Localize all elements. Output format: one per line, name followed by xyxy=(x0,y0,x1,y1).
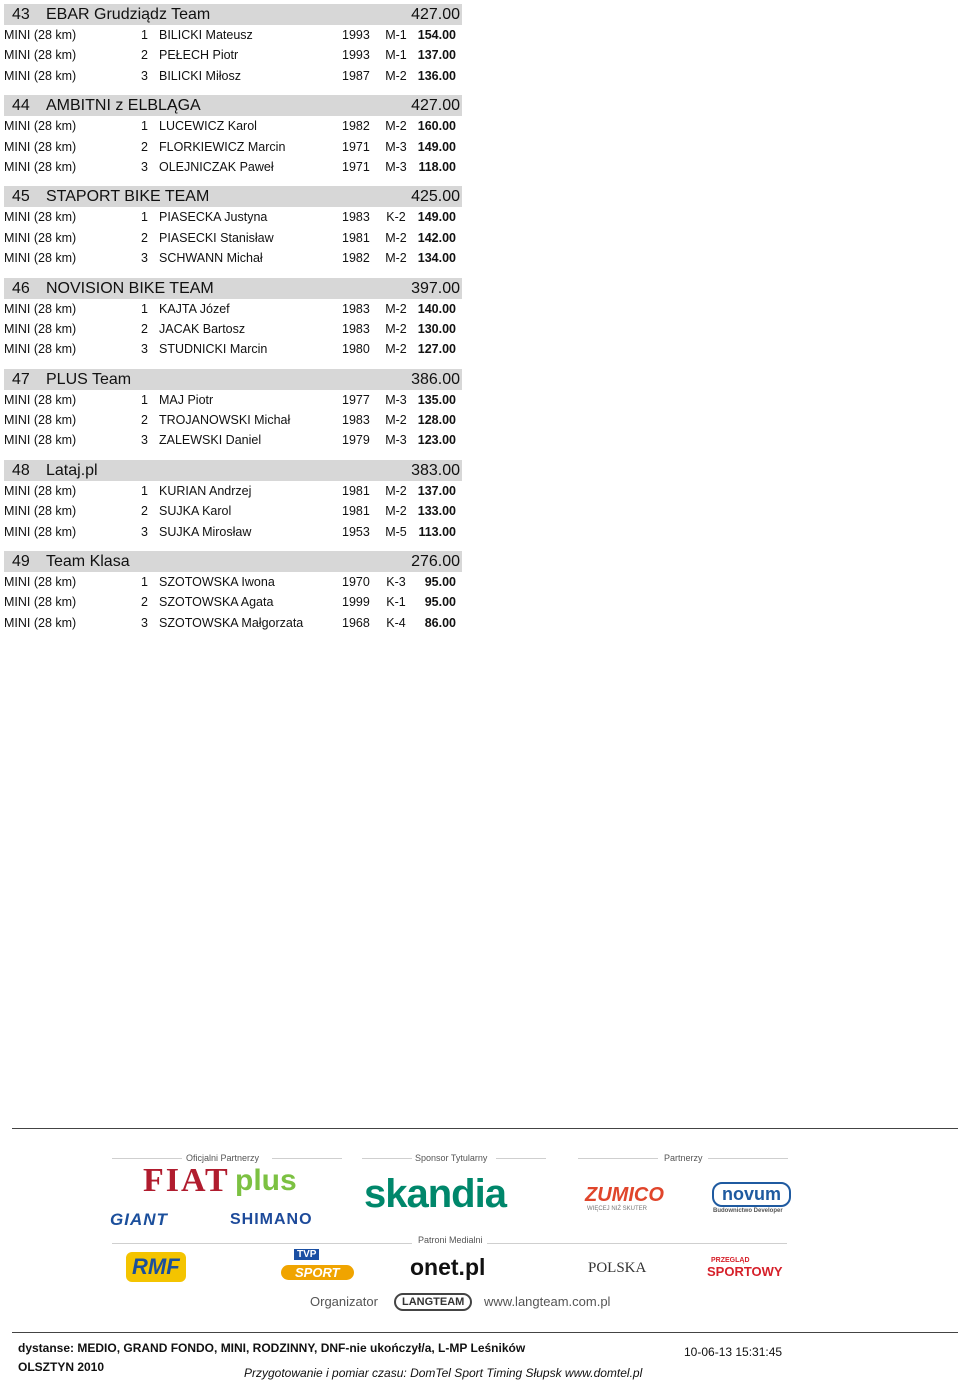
rider-birth-year: 1983 xyxy=(342,321,370,336)
rider-row xyxy=(0,501,470,521)
rider-class: K-2 xyxy=(386,210,406,225)
team-name: STAPORT BIKE TEAM xyxy=(46,188,210,206)
divider xyxy=(112,1243,412,1244)
divider xyxy=(487,1243,787,1244)
team-block xyxy=(0,369,470,451)
rider-category: MINI (28 km) xyxy=(4,301,77,316)
rider-name: SUJKA Karol xyxy=(159,504,232,519)
skandia-logo: skandia xyxy=(364,1172,506,1216)
rider-points: 133.00 xyxy=(417,504,456,519)
rider-row xyxy=(0,45,470,65)
rider-points: 136.00 xyxy=(417,68,456,83)
rider-position: 3 xyxy=(141,433,148,448)
team-points: 425.00 xyxy=(411,188,460,206)
team-number: 46 xyxy=(12,279,30,297)
rider-position: 3 xyxy=(141,251,148,266)
team-points: 427.00 xyxy=(411,97,460,115)
rider-position: 3 xyxy=(141,342,148,357)
rider-birth-year: 1953 xyxy=(342,524,370,539)
organizer-url: www.langteam.com.pl xyxy=(484,1294,611,1309)
team-header xyxy=(4,95,462,116)
team-header xyxy=(4,460,462,481)
rider-class: K-4 xyxy=(386,615,406,630)
rider-position: 2 xyxy=(141,595,148,610)
rider-row xyxy=(0,430,470,450)
rider-birth-year: 1993 xyxy=(342,48,370,63)
rider-birth-year: 1981 xyxy=(342,504,370,519)
rider-row xyxy=(0,481,470,501)
team-number: 45 xyxy=(12,188,30,206)
team-points: 397.00 xyxy=(411,279,460,297)
organizer-label: Organizator xyxy=(310,1294,378,1309)
rider-name: MAJ Piotr xyxy=(159,392,214,407)
rider-points: 123.00 xyxy=(417,433,456,448)
tvp-logo: TVP xyxy=(294,1249,319,1260)
rider-points: 134.00 xyxy=(417,251,456,266)
rider-category: MINI (28 km) xyxy=(4,342,77,357)
rider-birth-year: 1970 xyxy=(342,575,370,590)
novum-logo: novum xyxy=(712,1182,791,1207)
rider-row xyxy=(0,522,470,542)
team-points: 276.00 xyxy=(411,553,460,571)
rider-name: BILICKI Mateusz xyxy=(159,28,253,42)
rider-points: 149.00 xyxy=(417,210,456,225)
rider-row xyxy=(0,613,470,633)
rider-name: KURIAN Andrzej xyxy=(159,483,252,498)
rider-position: 1 xyxy=(141,210,148,225)
rider-birth-year: 1979 xyxy=(342,433,370,448)
rider-row xyxy=(0,137,470,157)
rider-points: 118.00 xyxy=(418,159,456,174)
rider-row xyxy=(0,410,470,430)
rider-category: MINI (28 km) xyxy=(4,392,77,407)
rider-points: 113.00 xyxy=(418,524,456,539)
rider-name: PIASECKA Justyna xyxy=(159,210,268,225)
team-number: 47 xyxy=(12,370,30,388)
rider-row xyxy=(0,66,470,86)
rider-row xyxy=(0,299,470,319)
rider-name: OLEJNICZAK Paweł xyxy=(159,159,274,174)
rider-name: ZALEWSKI Daniel xyxy=(159,433,262,448)
rider-birth-year: 1977 xyxy=(342,392,370,407)
rider-points: 140.00 xyxy=(417,301,456,316)
rider-class: M-2 xyxy=(385,301,407,316)
polska-logo: POLSKA xyxy=(588,1260,647,1276)
team-points: 427.00 xyxy=(411,6,460,23)
rider-category: MINI (28 km) xyxy=(4,139,77,154)
rider-points: 142.00 xyxy=(417,230,456,245)
divider xyxy=(578,1158,658,1159)
rider-category: MINI (28 km) xyxy=(4,159,77,174)
rider-row xyxy=(0,207,470,227)
team-number: 43 xyxy=(12,6,30,23)
giant-logo: GIANT xyxy=(110,1210,168,1229)
rider-class: M-2 xyxy=(385,251,407,266)
rider-position: 2 xyxy=(141,321,148,336)
rider-birth-year: 1983 xyxy=(342,413,370,428)
team-name: AMBITNI z ELBLĄGA xyxy=(46,97,201,115)
rider-category: MINI (28 km) xyxy=(4,119,77,134)
team-name: NOVISION BIKE TEAM xyxy=(46,279,214,297)
rider-points: 160.00 xyxy=(417,119,456,134)
partners-label: Partnerzy xyxy=(664,1153,703,1163)
rider-position: 2 xyxy=(141,413,148,428)
rider-row xyxy=(0,592,470,612)
rider-class: M-2 xyxy=(385,342,407,357)
rider-position: 1 xyxy=(141,483,148,498)
team-number: 49 xyxy=(12,553,30,571)
team-header xyxy=(4,4,462,25)
rider-name: SUJKA Mirosław xyxy=(159,524,252,539)
rider-name: SZOTOWSKA Iwona xyxy=(159,575,275,590)
rider-name: JACAK Bartosz xyxy=(159,321,246,336)
team-name: PLUS Team xyxy=(46,370,132,388)
rider-name: SZOTOWSKA Małgorzata xyxy=(159,615,304,630)
rider-class: M-2 xyxy=(385,230,407,245)
footer-credit: Przygotowanie i pomiar czasu: DomTel Sport Timing Słupsk www.domtel.pl xyxy=(244,1366,643,1380)
rider-category: MINI (28 km) xyxy=(4,413,77,428)
rider-birth-year: 1999 xyxy=(342,595,370,610)
rider-category: MINI (28 km) xyxy=(4,48,77,63)
rider-position: 3 xyxy=(141,524,148,539)
rider-birth-year: 1971 xyxy=(342,159,370,174)
team-results xyxy=(0,4,470,642)
rider-category: MINI (28 km) xyxy=(4,504,77,519)
rider-category: MINI (28 km) xyxy=(4,615,77,630)
team-block xyxy=(0,278,470,360)
team-header xyxy=(4,186,462,207)
tvp-sport-logo: SPORT xyxy=(281,1265,354,1280)
rider-class: M-3 xyxy=(385,433,407,448)
rider-category: MINI (28 km) xyxy=(4,433,77,448)
team-number: 44 xyxy=(12,97,30,115)
divider xyxy=(272,1158,342,1159)
rider-class: M-2 xyxy=(385,504,407,519)
rider-class: M-5 xyxy=(385,524,407,539)
rider-name: TROJANOWSKI Michał xyxy=(159,413,291,428)
rider-name: PIASECKI Stanisław xyxy=(159,230,274,245)
rider-row xyxy=(0,157,470,177)
divider xyxy=(708,1158,788,1159)
rider-position: 2 xyxy=(141,230,148,245)
langteam-logo: LANGTEAM xyxy=(394,1293,472,1311)
fiat-logo: FIAT xyxy=(143,1162,230,1199)
divider xyxy=(12,1332,958,1333)
rider-category: MINI (28 km) xyxy=(4,68,77,83)
rider-points: 154.00 xyxy=(417,28,456,42)
rider-position: 2 xyxy=(141,48,148,63)
rider-category: MINI (28 km) xyxy=(4,28,77,42)
footer-event: OLSZTYN 2010 xyxy=(18,1360,105,1374)
footer-distances: dystanse: MEDIO, GRAND FONDO, MINI, RODZINNY, DNF-nie ukończył/a, L-MP Leśników xyxy=(18,1341,526,1355)
rider-points: 135.00 xyxy=(417,392,456,407)
rider-name: FLORKIEWICZ Marcin xyxy=(159,139,286,154)
rider-category: MINI (28 km) xyxy=(4,321,77,336)
official-partners-label: Oficjalni Partnerzy xyxy=(186,1153,260,1163)
rider-birth-year: 1980 xyxy=(342,342,370,357)
rider-points: 149.00 xyxy=(417,139,456,154)
divider xyxy=(112,1158,182,1159)
team-number: 48 xyxy=(12,461,30,479)
team-block xyxy=(0,551,470,633)
plus-logo: plus xyxy=(235,1164,297,1197)
rider-row xyxy=(0,116,470,136)
onet-logo: onet.pl xyxy=(410,1254,486,1280)
novum-tagline: Budownictwo Developer xyxy=(713,1208,783,1214)
rider-birth-year: 1971 xyxy=(342,139,370,154)
rider-name: SCHWANN Michał xyxy=(159,251,263,266)
rider-category: MINI (28 km) xyxy=(4,483,77,498)
team-header xyxy=(4,551,462,572)
rider-position: 3 xyxy=(141,615,148,630)
rider-position: 1 xyxy=(141,392,148,407)
przeglad-logo: PRZEGLĄD xyxy=(711,1257,750,1264)
rider-class: M-2 xyxy=(385,119,407,134)
rider-birth-year: 1987 xyxy=(342,68,370,83)
rider-class: M-2 xyxy=(385,413,407,428)
rider-position: 3 xyxy=(141,159,148,174)
rider-class: K-1 xyxy=(386,595,406,610)
team-block xyxy=(0,460,470,542)
rider-birth-year: 1982 xyxy=(342,119,370,134)
rider-category: MINI (28 km) xyxy=(4,524,77,539)
team-header xyxy=(4,278,462,299)
rider-name: PEŁECH Piotr xyxy=(159,48,239,63)
rmf-logo: RMF xyxy=(126,1252,186,1282)
rider-row xyxy=(0,319,470,339)
rider-name: STUDNICKI Marcin xyxy=(159,342,268,357)
rider-category: MINI (28 km) xyxy=(4,575,77,590)
rider-class: M-3 xyxy=(385,139,407,154)
rider-row xyxy=(0,572,470,592)
team-name: EBAR Grudziądz Team xyxy=(46,6,211,23)
divider xyxy=(12,1128,958,1129)
rider-birth-year: 1993 xyxy=(342,28,370,42)
rider-birth-year: 1983 xyxy=(342,301,370,316)
shimano-logo: SHIMANO xyxy=(230,1211,313,1228)
rider-points: 95.00 xyxy=(424,575,456,590)
rider-name: LUCEWICZ Karol xyxy=(159,119,257,134)
rider-points: 137.00 xyxy=(417,483,456,498)
rider-points: 137.00 xyxy=(417,48,456,63)
rider-points: 95.00 xyxy=(424,595,456,610)
rider-points: 127.00 xyxy=(417,342,456,357)
sportowy-logo: SPORTOWY xyxy=(707,1264,783,1279)
rider-birth-year: 1981 xyxy=(342,483,370,498)
footer-timestamp: 10-06-13 15:31:45 xyxy=(684,1345,783,1359)
rider-birth-year: 1981 xyxy=(342,230,370,245)
footer xyxy=(0,1330,960,1381)
media-patrons-label: Patroni Medialni xyxy=(418,1235,483,1245)
team-block xyxy=(0,95,470,177)
team-header xyxy=(4,369,462,390)
rider-position: 1 xyxy=(141,575,148,590)
rider-class: M-2 xyxy=(385,321,407,336)
rider-row xyxy=(0,339,470,359)
rider-class: M-3 xyxy=(385,392,407,407)
team-block xyxy=(0,186,470,268)
rider-position: 3 xyxy=(141,68,148,83)
team-block xyxy=(0,4,470,86)
rider-row xyxy=(0,248,470,268)
rider-birth-year: 1983 xyxy=(342,210,370,225)
rider-row xyxy=(0,228,470,248)
rider-position: 1 xyxy=(141,119,148,134)
rider-class: M-3 xyxy=(385,159,407,174)
rider-category: MINI (28 km) xyxy=(4,595,77,610)
rider-class: M-1 xyxy=(385,28,407,42)
zumico-logo: ZUMICO xyxy=(585,1184,664,1206)
title-sponsor-label: Sponsor Tytularny xyxy=(415,1153,488,1163)
team-name: Lataj.pl xyxy=(46,461,98,479)
team-name: Team Klasa xyxy=(46,553,130,571)
rider-birth-year: 1968 xyxy=(342,615,370,630)
team-points: 386.00 xyxy=(411,370,460,388)
rider-category: MINI (28 km) xyxy=(4,210,77,225)
rider-row xyxy=(0,390,470,410)
rider-points: 128.00 xyxy=(417,413,456,428)
rider-position: 2 xyxy=(141,139,148,154)
team-points: 383.00 xyxy=(411,461,460,479)
zumico-tagline: WIĘCEJ NIŻ SKUTER xyxy=(587,1206,648,1212)
rider-row xyxy=(0,25,470,45)
rider-class: K-3 xyxy=(386,575,406,590)
rider-class: M-2 xyxy=(385,68,407,83)
rider-birth-year: 1982 xyxy=(342,251,370,266)
rider-name: KAJTA Józef xyxy=(159,301,230,316)
rider-position: 1 xyxy=(141,301,148,316)
rider-name: SZOTOWSKA Agata xyxy=(159,595,274,610)
rider-category: MINI (28 km) xyxy=(4,251,77,266)
sponsors-banner xyxy=(0,1120,960,1320)
rider-class: M-1 xyxy=(385,48,407,63)
rider-position: 1 xyxy=(141,28,148,42)
rider-class: M-2 xyxy=(385,483,407,498)
divider xyxy=(496,1158,546,1159)
rider-name: BILICKI Miłosz xyxy=(159,68,241,83)
rider-points: 130.00 xyxy=(417,321,456,336)
rider-category: MINI (28 km) xyxy=(4,230,77,245)
rider-points: 86.00 xyxy=(424,615,456,630)
rider-position: 2 xyxy=(141,504,148,519)
divider xyxy=(362,1158,412,1159)
